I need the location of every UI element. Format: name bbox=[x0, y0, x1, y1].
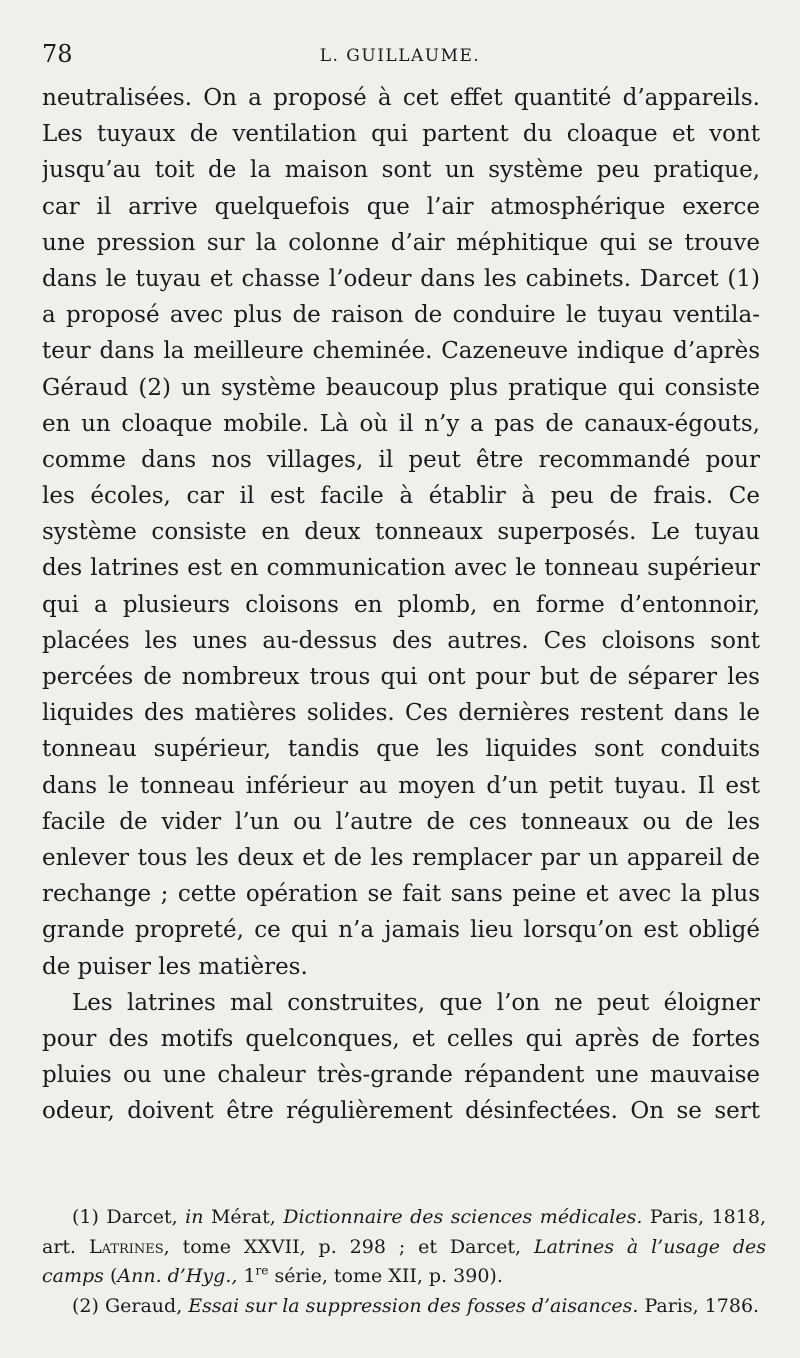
text-line: des latrines est en communication avec le tonneau supérieur bbox=[42, 555, 760, 582]
text-line: Géraud (2) un système beaucoup plus pratique qui consiste bbox=[42, 374, 760, 401]
text-line: les écoles, car il est facile à établir à peu de frais. Ce bbox=[42, 483, 760, 510]
text-line: système consiste en deux tonneaux superposés. Le tuyau bbox=[42, 519, 760, 546]
footnote-title-end: camps bbox=[42, 1265, 104, 1287]
text-line: une pression sur la colonne d’air méphitique qui se trouve bbox=[42, 229, 760, 256]
footnote-title: Essai sur la suppression des fosses d’aisances. bbox=[188, 1294, 639, 1317]
text-line: Les tuyaux de ventilation qui partent du cloaque et vont bbox=[42, 121, 760, 148]
footnote-latrines: Latrines, bbox=[89, 1235, 170, 1258]
page-header bbox=[42, 40, 758, 76]
footnote-title: Dictionnaire des sciences médicales. bbox=[283, 1206, 643, 1228]
text-line: pour des motifs quelconques, et celles qui après de fortes bbox=[42, 1025, 760, 1052]
footnote-name: Mérat, bbox=[210, 1206, 276, 1228]
page-number: 78 bbox=[42, 40, 73, 68]
text-line: jusqu’au toit de la maison sont un système peu pratique, bbox=[42, 157, 760, 184]
footnote-author: Geraud, bbox=[104, 1294, 183, 1317]
text-line: dans le tonneau inférieur au moyen d’un petit tuyau. Il est bbox=[42, 772, 760, 799]
footnote-author: Darcet, bbox=[106, 1206, 178, 1228]
text-line: car il arrive quelquefois que l’air atmosphérique exerce bbox=[42, 193, 760, 220]
text-line: neutralisées. On a proposé à cet effet quantité d’appareils. bbox=[42, 85, 760, 111]
text-line: odeur, doivent être régulièrement désinfectées. On se sert bbox=[42, 1098, 760, 1125]
footnote-journal: Ann. d’Hyg., bbox=[117, 1265, 238, 1287]
footnote-ref: tome XXVII, p. 298 ; et Darcet, bbox=[182, 1235, 522, 1258]
footnote-in: in bbox=[185, 1206, 204, 1228]
text-line: Les latrines mal construites, que l’on ne peut éloigner bbox=[72, 989, 760, 1016]
footnote-1-line-1 bbox=[42, 1203, 766, 1233]
body-text bbox=[42, 80, 760, 1129]
text-line: enlever tous les deux et de les remplacer par un appareil de bbox=[42, 844, 760, 871]
footnote-rest: série, tome XII, p. 390). bbox=[274, 1265, 503, 1287]
footnote-tail: Paris, 1786. bbox=[644, 1294, 760, 1317]
text-line: grande propreté, ce qui n’a jamais lieu lorsqu’on est obligé bbox=[42, 917, 760, 944]
paragraph bbox=[42, 985, 760, 1130]
footnote-sup: re bbox=[255, 1263, 269, 1278]
text-line: teur dans la meilleure cheminée. Cazeneuve indique d’après bbox=[42, 338, 760, 365]
text-line: placées les unes au-dessus des autres. Ces cloisons sont bbox=[42, 627, 760, 654]
text-line: liquides des matières solides. Ces dernières restent dans le bbox=[42, 700, 760, 727]
footnote-art: art. bbox=[42, 1235, 77, 1258]
footnotes bbox=[42, 1203, 766, 1321]
text-line: rechange ; cette opération se fait sans peine et avec la plus bbox=[42, 881, 760, 908]
footnote-1-line-2 bbox=[42, 1233, 766, 1263]
text-line: tonneau supérieur, tandis que les liquides sont conduits bbox=[42, 736, 760, 763]
text-line: qui a plusieurs cloisons en plomb, en forme d’entonnoir, bbox=[42, 591, 760, 618]
footnote-mark: (1) bbox=[72, 1206, 99, 1228]
running-head: L. GUILLAUME. bbox=[319, 46, 481, 66]
text-line: de puiser les matières. bbox=[42, 953, 308, 980]
footnote-paren: ( bbox=[109, 1265, 118, 1287]
text-line: en un cloaque mobile. Là où il n’y a pas de canaux-égouts, bbox=[42, 410, 760, 437]
text-line: comme dans nos villages, il peut être recommandé pour bbox=[42, 446, 760, 473]
text-line: a proposé avec plus de raison de conduire le tuyau ventila- bbox=[42, 302, 760, 329]
footnote-num: 1 bbox=[243, 1265, 256, 1287]
footnote-tail: Paris, 1818, bbox=[649, 1206, 766, 1228]
text-line: percées de nombreux trous qui ont pour but de séparer les bbox=[42, 664, 760, 690]
paragraph bbox=[42, 80, 760, 985]
footnote-title-2: Latrines à l’usage des bbox=[534, 1235, 766, 1258]
text-line: facile de vider l’un ou l’autre de ces tonneaux ou de les bbox=[42, 808, 760, 835]
footnote-2 bbox=[42, 1292, 766, 1322]
footnote-mark: (2) bbox=[72, 1294, 99, 1317]
text-line: dans le tuyau et chasse l’odeur dans les cabinets. Darcet (1) bbox=[42, 265, 760, 292]
footnote-1-line-3 bbox=[42, 1262, 766, 1292]
text-line: pluies ou une chaleur très-grande répandent une mauvaise bbox=[42, 1062, 760, 1089]
